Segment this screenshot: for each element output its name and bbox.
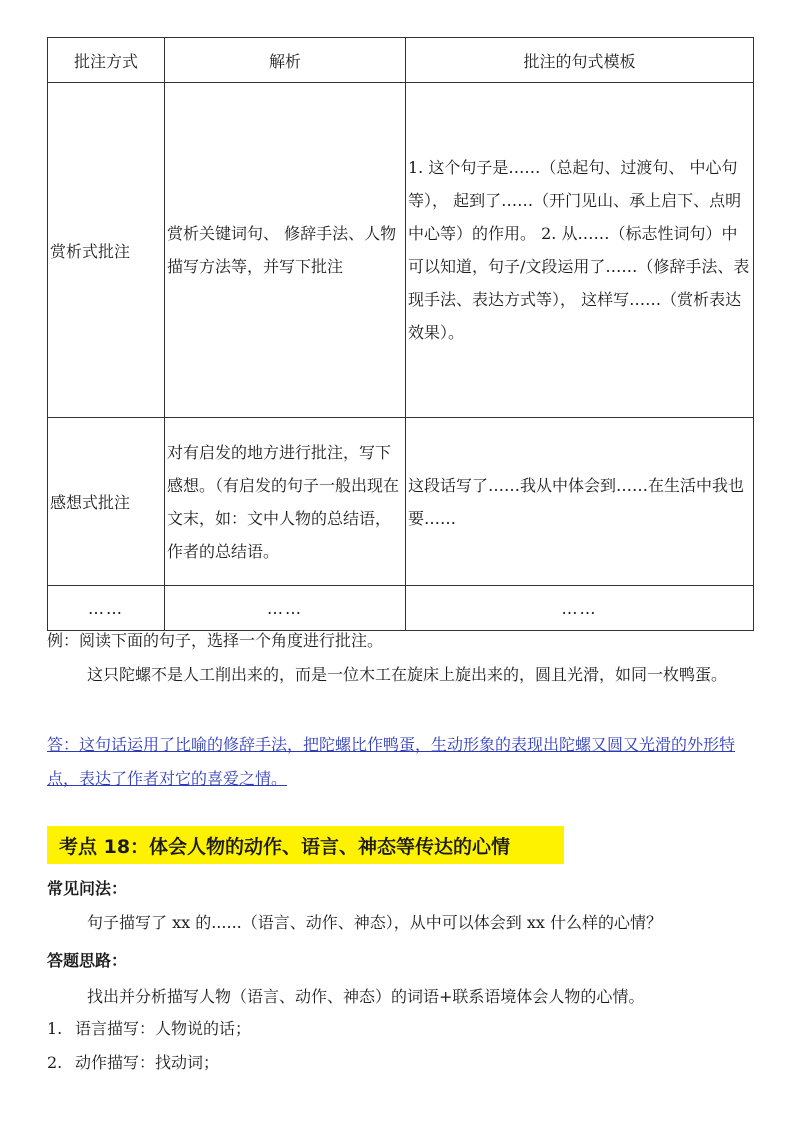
header-method: 批注方式 — [48, 38, 165, 83]
list-item — [47, 1046, 219, 1080]
section-title: 考点 18：体会人物的动作、语言、神态等传达的心情 — [59, 835, 511, 858]
template-cell: …… — [406, 586, 754, 631]
analysis-cell: 对有启发的地方进行批注，写下感想。（有启发的句子一般出现在文末，如：文中人物的总结语，作者的总结语。 — [165, 418, 406, 586]
analysis-cell: 赏析关键词句、 修辞手法、人物描写方法等，并写下批注 — [165, 83, 406, 418]
table-row — [48, 83, 754, 418]
list-text: 动作描写：找动词； — [75, 1053, 220, 1072]
list-number: 1. — [47, 1019, 63, 1038]
approach-text: 找出并分析描写人物（语言、动作、神态）的词语+联系语境体会人物的心情。 — [87, 987, 645, 1006]
method-cell: 赏析式批注 — [48, 83, 165, 418]
template-cell: 这段话写了……我从中体会到……在生活中我也要…… — [406, 418, 754, 586]
table-header-row — [48, 38, 754, 83]
list-item — [47, 1012, 251, 1046]
analysis-cell: …… — [165, 586, 406, 631]
section-title-highlight — [47, 826, 564, 864]
method-cell: …… — [48, 586, 165, 631]
example-answer: 答：这句话运用了比喻的修辞手法，把陀螺比作鸭蛋，生动形象的表现出陀螺又圆又光滑的外形特点，表达了作者对它的喜爱之情。 — [47, 735, 736, 788]
list-number: 2. — [47, 1053, 63, 1072]
header-template: 批注的句式模板 — [406, 38, 754, 83]
approach-label: 答题思路： — [47, 951, 128, 970]
table-row — [48, 418, 754, 586]
method-cell: 感想式批注 — [48, 418, 165, 586]
common-question-text: 句子描写了 xx 的......（语言、动作、神态），从中可以体会到 xx 什么样的心情？ — [87, 913, 662, 932]
example-prompt: 例：阅读下面的句子，选择一个角度进行批注。 — [47, 631, 384, 650]
template-cell: 1. 这个句子是……（总起句、过渡句、 中心句等）， 起到了……（开门见山、承上启下、点明中心等）的作用。 2. 从……（标志性词句）中可以知道，句子/文段运用了……（修辞手法、表现手法、表达方式等）， 这样写……（赏析表达效果）。 — [406, 83, 754, 418]
common-question-label: 常见问法： — [47, 879, 128, 898]
example-sentence: 这只陀螺不是人工削出来的，而是一位木工在旋床上旋出来的，圆且光滑，如同一枚鸭蛋。 — [87, 665, 728, 684]
annotation-methods-table — [47, 37, 754, 631]
list-text: 语言描写：人物说的话； — [75, 1019, 252, 1038]
header-analysis: 解析 — [165, 38, 406, 83]
